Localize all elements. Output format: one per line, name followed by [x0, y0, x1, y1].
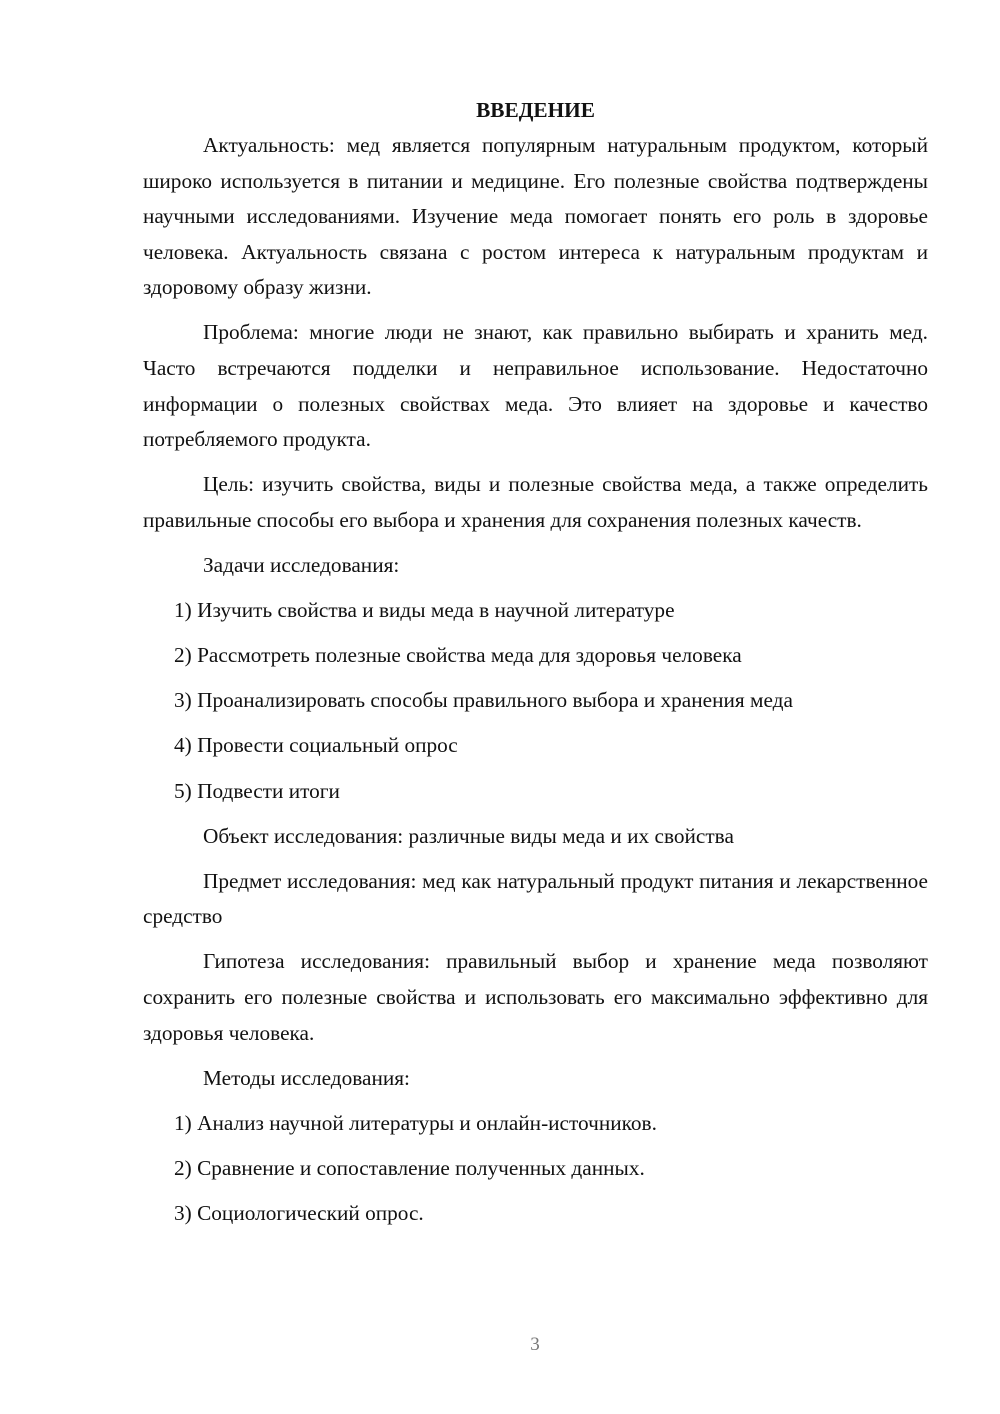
page-number: 3: [530, 1334, 540, 1355]
list-item: 4) Провести социальный опрос: [174, 733, 458, 758]
list-item: 3) Проанализировать способы правильного выбора и хранения меда: [174, 688, 793, 713]
problem-paragraph: Проблема: многие люди не знают, как правильно выбирать и хранить мед. Часто встречаются подделки и неправильное использование. Недостаточно информации о полезных свойствах меда. Это влияет на здоровье и качество потребляемого продукта.: [143, 320, 928, 452]
document-page: [143, 92, 928, 1241]
list-item: 5) Подвести итоги: [174, 778, 340, 803]
list-item: 2) Сравнение и сопоставление полученных данных.: [174, 1155, 645, 1180]
object-paragraph: Объект исследования: различные виды меда и их свойства: [203, 823, 734, 848]
tasks-heading: Задачи исследования:: [203, 553, 400, 578]
list-item: 1) Изучить свойства и виды меда в научной литературе: [174, 598, 675, 623]
section-title: ВВЕДЕНИЕ: [476, 98, 595, 122]
methods-list: [143, 1106, 928, 1232]
subject-paragraph: Предмет исследования: мед как натуральный продукт питания и лекарственное средство: [143, 868, 928, 929]
list-item: 1) Анализ научной литературы и онлайн-источников.: [174, 1110, 657, 1135]
tasks-list: [143, 593, 928, 809]
hypothesis-paragraph: Гипотеза исследования: правильный выбор и хранение меда позволяют сохранить его полезные свойства и использовать его максимально эффективно для здоровья человека.: [143, 949, 928, 1045]
methods-heading: Методы исследования:: [203, 1065, 410, 1090]
list-item: 2) Рассмотреть полезные свойства меда для здоровья человека: [174, 643, 742, 668]
list-item: 3) Социологический опрос.: [174, 1200, 424, 1225]
goal-paragraph: Цель: изучить свойства, виды и полезные свойства меда, а также определить правильные способы его выбора и хранения для сохранения полезных качеств.: [143, 472, 928, 532]
relevance-paragraph: Актуальность: мед является популярным натуральным продуктом, который широко используется в питании и медицине. Его полезные свойства подтверждены научными исследованиями. Изучение меда помогает понять его роль в здоровье человека. Актуальность связана с ростом интереса к натуральным продуктам и здоровому образу жизни.: [143, 133, 928, 300]
